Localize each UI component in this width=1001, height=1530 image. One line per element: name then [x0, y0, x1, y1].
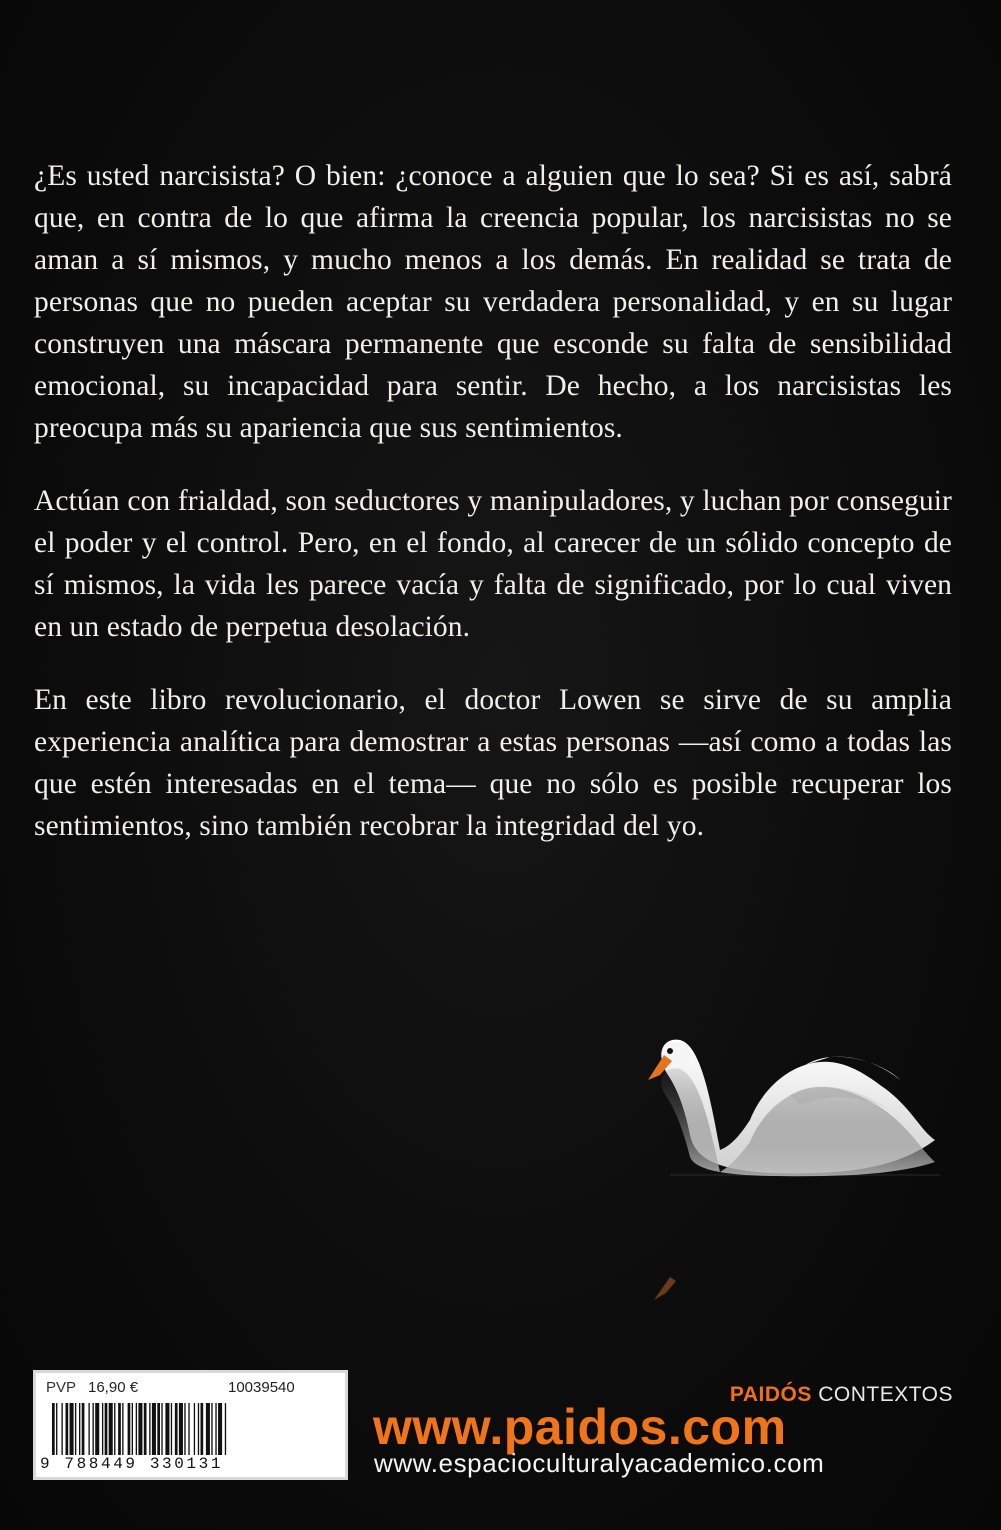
- product-code: 10039540: [228, 1379, 295, 1396]
- blurb-paragraph-3: En este libro revolucionario, el doctor Lowen se sirve de su amplia experiencia analítica para demostrar a estas personas —así como a todas las que estén interesadas en el tema— que no sólo es posible recuperar los sentimientos, sino también recobrar la integridad del yo.: [34, 684, 952, 842]
- swan-illustration: [640, 1025, 960, 1325]
- blurb-paragraph-1: ¿Es usted narcisista? O bien: ¿conoce a alguien que lo sea? Si es así, sabrá que, en contra de lo que afirma la creencia popular, los narcisistas no se aman a sí mismos, y mucho menos a los demás. En realidad se trata de personas que no pueden aceptar su verdadera personalidad, y en su lugar construyen una máscara permanente que esconde su falta de sensibilidad emocional, su incapacidad para sentir. De hecho, a los narcisistas les preocupa más su apariencia que sus sentimientos.: [34, 160, 952, 444]
- price: 16,90 €: [88, 1379, 139, 1396]
- collection-name: CONTEXTOS: [818, 1383, 953, 1406]
- barcode-label: [33, 1370, 348, 1480]
- pvp-label: PVP: [46, 1379, 77, 1396]
- website-primary[interactable]: www.paidos.com: [373, 1399, 787, 1455]
- website-secondary[interactable]: www.espacioculturalyacademico.com: [374, 1448, 825, 1478]
- isbn-digits: 9 788449 330131: [40, 1455, 224, 1473]
- publisher-name: PAIDÓS: [729, 1383, 812, 1406]
- blurb-text: [34, 155, 952, 878]
- blurb-paragraph-2: Actúan con frialdad, son seductores y manipuladores, y luchan por conseguir el poder y el control. Pero, en el fondo, al carecer de un sólido concepto de sí mismos, la vida les parece vacía y falta de significado, por lo cual viven en un estado de perpetua desolación.: [34, 485, 952, 643]
- barcode-bars: [52, 1403, 334, 1455]
